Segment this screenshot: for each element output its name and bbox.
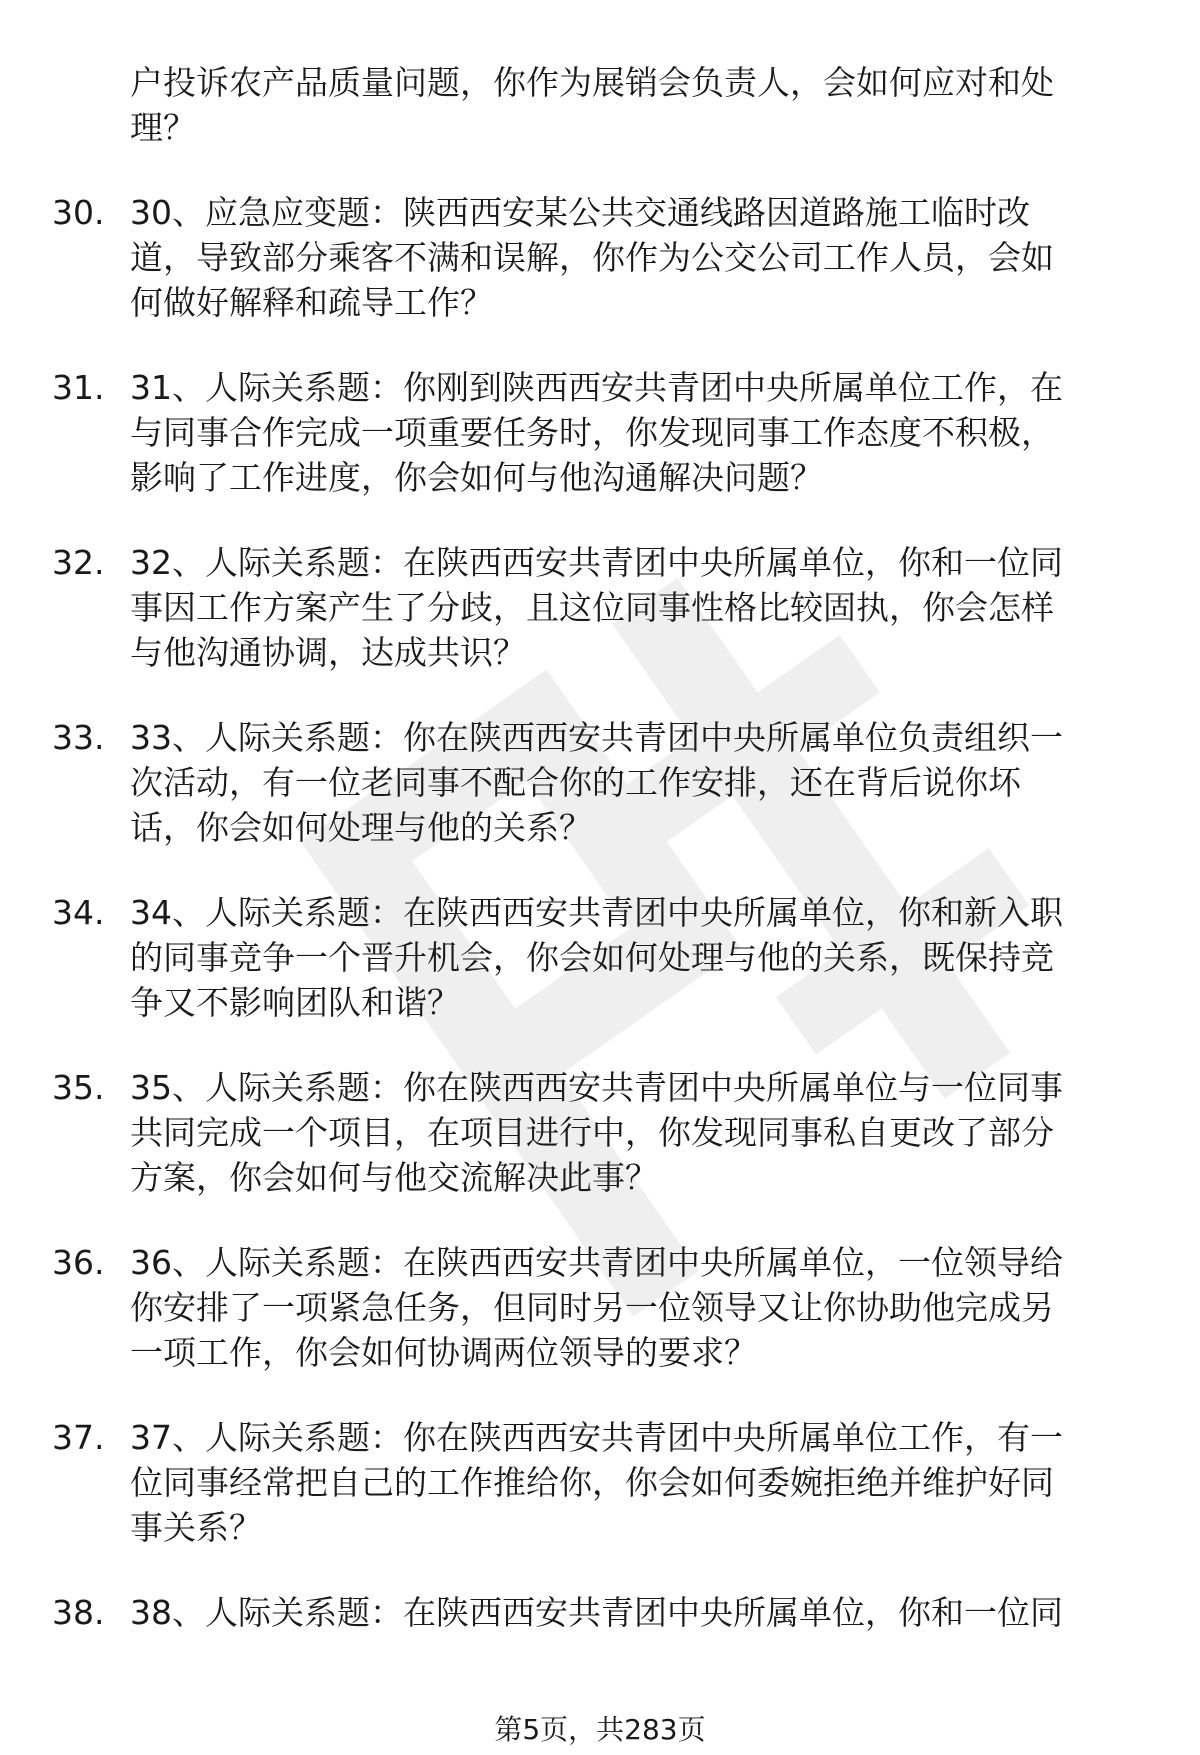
question-list: [52, 60, 1162, 1675]
list-item: [52, 365, 1162, 500]
item-text: 33、人际关系题：你在陕西西安共青团中央所属单位负责组织一 次活动，有一位老同事不配合你的工作安排，还在背后说你坏 话，你会如何处理与他的关系？: [130, 718, 1063, 847]
item-text: 32、人际关系题：在陕西西安共青团中央所属单位，你和一位同 事因工作方案产生了分歧，且这位同事性格比较固执，你会怎样 与他沟通协调，达成共识？: [130, 543, 1063, 672]
list-item: [52, 890, 1162, 1025]
item-number: 34.: [52, 893, 105, 932]
item-text: 37、人际关系题：你在陕西西安共青团中央所属单位工作，有一 位同事经常把自己的工作推给你，你会如何委婉拒绝并维护好同 事关系？: [130, 1418, 1063, 1547]
list-item: [52, 1415, 1162, 1550]
item-number: 33.: [52, 718, 105, 757]
item-number: 36.: [52, 1243, 105, 1282]
list-item: [52, 1065, 1162, 1200]
page-footer: 第5页，共283页: [494, 1713, 706, 1746]
item-text: 34、人际关系题：在陕西西安共青团中央所属单位，你和新入职 的同事竞争一个晋升机会，你会如何处理与他的关系，既保持竞 争又不影响团队和谐？: [130, 893, 1063, 1022]
item-text: 35、人际关系题：你在陕西西安共青团中央所属单位与一位同事 共同完成一个项目，在项目进行中，你发现同事私自更改了部分 方案，你会如何与他交流解决此事？: [130, 1068, 1063, 1197]
item-number: 35.: [52, 1068, 105, 1107]
list-item: [52, 540, 1162, 675]
item-number: 37.: [52, 1418, 105, 1457]
item-number: 38.: [52, 1593, 105, 1632]
list-item: [52, 190, 1162, 325]
item-number: 30.: [52, 193, 105, 232]
item-text: 38、人际关系题：在陕西西安共青团中央所属单位，你和一位同: [130, 1593, 1063, 1632]
continued-question-text: 户投诉农产品质量问题，你作为展销会负责人，会如何应对和处 理？: [130, 63, 1054, 147]
item-number: 32.: [52, 543, 105, 582]
list-item: [52, 715, 1162, 850]
item-number: 31.: [52, 368, 105, 407]
item-text: 31、人际关系题：你刚到陕西西安共青团中央所属单位工作，在 与同事合作完成一项重要任务时，你发现同事工作态度不积极， 影响了工作进度，你会如何与他沟通解决问题？: [130, 368, 1063, 497]
item-text: 30、应急应变题：陕西西安某公共交通线路因道路施工临时改 道，导致部分乘客不满和误解，你作为公交公司工作人员，会如 何做好解释和疏导工作？: [130, 193, 1054, 322]
list-item: [52, 1240, 1162, 1375]
list-item: [52, 1590, 1162, 1635]
item-text: 36、人际关系题：在陕西西安共青团中央所属单位，一位领导给 你安排了一项紧急任务，但同时另一位领导又让你协助他完成另 一项工作，你会如何协调两位领导的要求？: [130, 1243, 1063, 1372]
